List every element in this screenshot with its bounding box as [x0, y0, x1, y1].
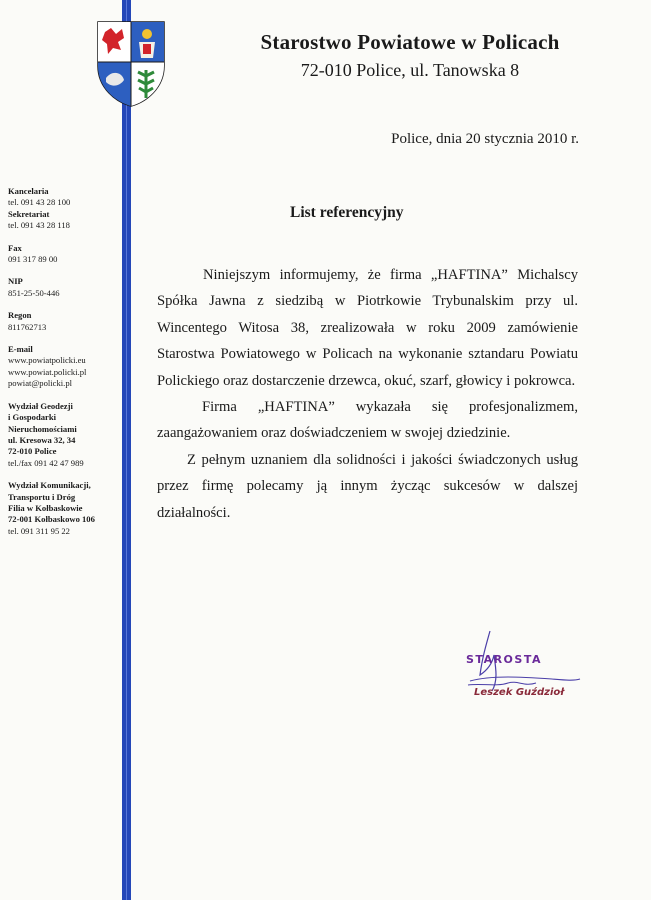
sidebar-kancelaria	[8, 186, 118, 232]
sidebar-regon	[8, 310, 118, 333]
sidebar-nip	[8, 276, 118, 299]
sidebar-label: ul. Kresowa 32, 34	[8, 434, 76, 445]
sidebar-label: Wydział Geodezji	[8, 400, 73, 411]
sidebar-label: 72-001 Kołbaskowo 106	[8, 514, 95, 525]
sidebar-label: 72-010 Police	[8, 446, 57, 457]
sidebar-value: 851-25-50-446	[8, 287, 60, 298]
sidebar-email	[8, 344, 118, 390]
sidebar-geodezja	[8, 401, 118, 469]
sidebar-link[interactable]: www.powiat.policki.pl	[8, 366, 87, 377]
sidebar-value: 091 317 89 00	[8, 254, 58, 265]
sidebar-label: Sekretariat	[8, 208, 50, 219]
letterhead	[190, 30, 630, 81]
sidebar-link[interactable]: powiat@policki.pl	[8, 378, 73, 389]
sidebar-value: tel. 091 43 28 100	[8, 197, 71, 208]
sidebar-label: Filia w Kołbaskowie	[8, 502, 83, 513]
sidebar-komunikacja	[8, 480, 118, 537]
blue-vertical-stripe	[122, 0, 131, 900]
paragraph: Firma „HAFTINA” wykazała się profesjonalizmem, zaangażowaniem oraz doświadczeniem w swojej dziedzinie.	[157, 399, 578, 442]
sidebar-label: Regon	[8, 310, 32, 321]
sidebar-value: tel. 091 43 28 118	[8, 220, 70, 231]
sidebar-label: Nieruchomościami	[8, 423, 77, 434]
signature-area	[452, 625, 592, 715]
stamp-name: Leszek Guździoł	[474, 687, 565, 698]
letter-body	[157, 262, 578, 526]
date-line: Police, dnia 20 stycznia 2010 r.	[391, 131, 579, 147]
stamp-title: STAROSTA	[466, 653, 542, 666]
sidebar-label: NIP	[8, 276, 23, 287]
sidebar-fax	[8, 243, 118, 266]
sidebar-label: Kancelaria	[8, 186, 49, 196]
paragraph: Z pełnym uznaniem dla solidności i jakości świadczonych usług przez firmę polecamy ją innym życząc sukcesów w dalszej działalności.	[157, 451, 578, 521]
coat-of-arms-icon	[96, 20, 166, 108]
sidebar-label: Fax	[8, 242, 22, 253]
sidebar-label: Wydział Komunikacji,	[8, 480, 91, 491]
sidebar-value: tel./fax 091 42 47 989	[8, 457, 84, 468]
contact-sidebar	[8, 186, 118, 548]
institution-name: Starostwo Powiatowe w Policach	[260, 30, 560, 54]
paragraph: Niniejszym informujemy, że firma „HAFTINA” Michalscy Spółka Jawna z siedzibą w Piotrkowie Trybunalskim przy ul. Wincentego Witosa 38, zrealizowała w roku 2009 zamówienie Starostwa Powiatowego w Policach na wykonanie sztandaru Powiatu Polickiego oraz dostarczenie drzewca, okuć, szarf, głowicy i pokrowca.	[157, 267, 578, 389]
sidebar-value: 811762713	[8, 321, 47, 332]
signature-scribble-icon	[452, 625, 592, 715]
sidebar-label: Transportu i Dróg	[8, 491, 76, 502]
sidebar-label: E-mail	[8, 344, 33, 355]
sidebar-label: i Gospodarki	[8, 412, 56, 423]
document-title: List referencyjny	[290, 204, 404, 221]
sidebar-link[interactable]: www.powiatpolicki.eu	[8, 355, 86, 366]
sidebar-value: tel. 091 311 95 22	[8, 525, 70, 536]
institution-address: 72-010 Police, ul. Tanowska 8	[300, 60, 520, 80]
